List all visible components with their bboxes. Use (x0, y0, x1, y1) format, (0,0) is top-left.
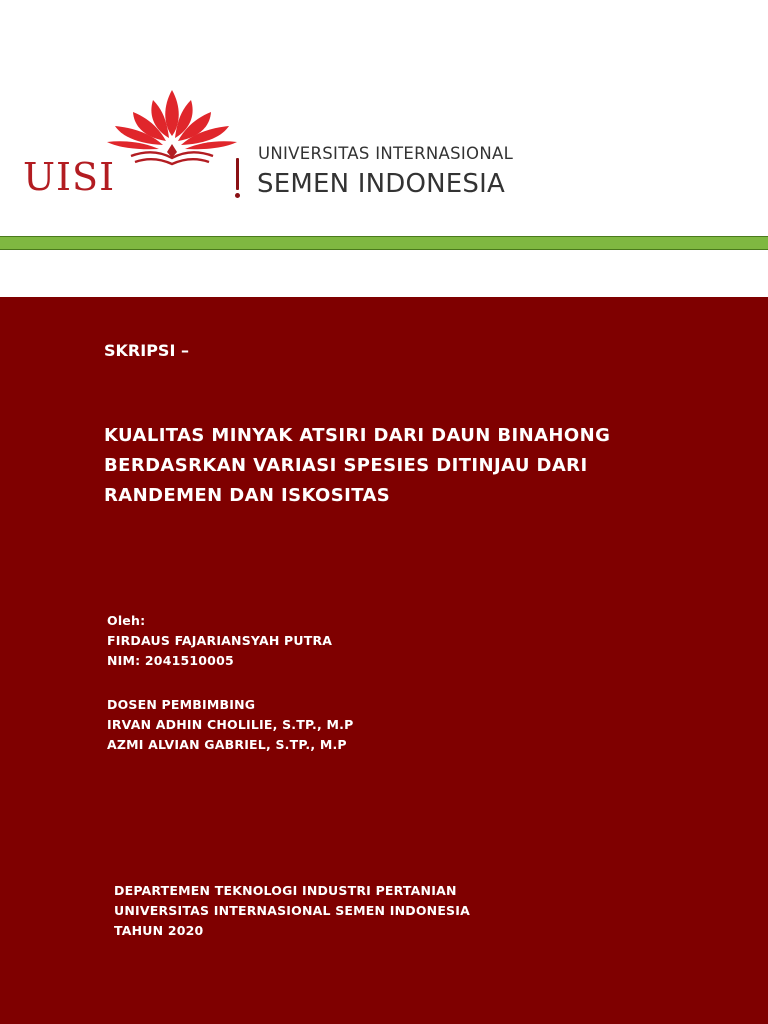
department-line: DEPARTEMEN TEKNOLOGI INDUSTRI PERTANIAN (114, 883, 457, 898)
lotus-emblem-icon (103, 86, 241, 200)
logo-divider-dot (235, 193, 240, 198)
university-name-line1: UNIVERSITAS INTERNASIONAL (258, 144, 514, 163)
university-name-line2: SEMEN INDONESIA (257, 169, 505, 199)
author-name: FIRDAUS FAJARIANSYAH PUTRA (107, 633, 333, 648)
green-divider-band (0, 236, 768, 250)
thesis-title-line-1: KUALITAS MINYAK ATSIRI DARI DAUN BINAHONG (104, 425, 611, 446)
author-nim: NIM: 2041510005 (107, 653, 234, 668)
document-type-label: SKRIPSI – (104, 341, 189, 360)
year-line: TAHUN 2020 (114, 923, 204, 938)
thesis-title-line-3: RANDEMEN DAN ISKOSITAS (104, 485, 391, 506)
advisor-name-1: IRVAN ADHIN CHOLILIE, S.TP., M.P (107, 717, 354, 732)
thesis-title-line-2: BERDASRKAN VARIASI SPESIES DITINJAU DARI (104, 455, 588, 476)
logo-abbreviation: UISI (23, 155, 116, 199)
university-line: UNIVERSITAS INTERNASIONAL SEMEN INDONESIA (114, 903, 470, 918)
logo-divider (236, 158, 239, 190)
author-heading: Oleh: (107, 613, 146, 628)
advisors-heading: DOSEN PEMBIMBING (107, 697, 256, 712)
advisor-name-2: AZMI ALVIAN GABRIEL, S.TP., M.P (107, 737, 347, 752)
